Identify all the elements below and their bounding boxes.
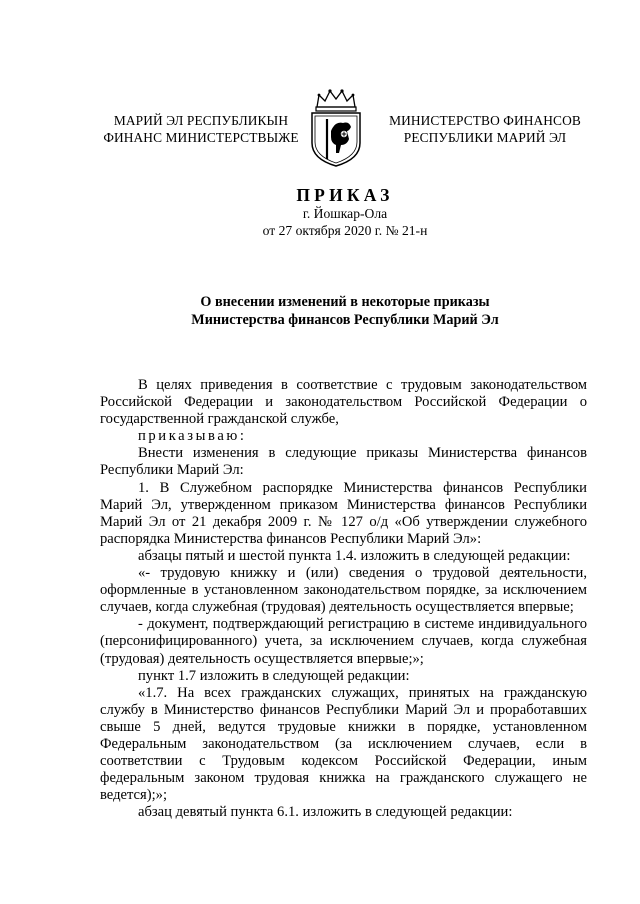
subject-line1: О внесении изменений в некоторые приказы <box>200 294 490 310</box>
paragraph: «- трудовую книжку и (или) сведения о трудовой деятельности, оформленные в установленном законодательством порядке, за исключением случаев, когда служебная (трудовая) деятельность осуществляется впервые; <box>100 565 587 616</box>
paragraph: Внести изменения в следующие приказы Министерства финансов Республики Марий Эл: <box>100 445 587 479</box>
paragraph: абзац девятый пункта 6.1. изложить в следующей редакции: <box>138 804 513 821</box>
header-left-block <box>96 112 306 146</box>
document-subject <box>0 293 640 329</box>
paragraph: В целях приведения в соответствие с трудовым законодательством Российской Федерации и законодательством Российской Федерации о государственной гражданской службе, <box>100 377 587 428</box>
document-title: ПРИКАЗ <box>296 185 394 205</box>
header-right-line2: РЕСПУБЛИКИ МАРИЙ ЭЛ <box>403 130 567 145</box>
paragraph: 1. В Служебном распорядке Министерства финансов Республики Марий Эл, утвержденном приказом Министерства финансов Республики Марий Эл от 21 декабря 2009 г. № 127 о/д «Об утверждении служебного распорядка Министерства финансов Республики Марий Эл»: <box>100 479 587 547</box>
header-right-block <box>380 112 590 146</box>
header-left-line2: ФИНАНС МИНИСТЕРСТВЫЖЕ <box>103 130 299 145</box>
paragraph-order-word: приказываю: <box>138 428 247 445</box>
paragraph: - документ, подтверждающий регистрацию в системе индивидуального (персонифицированного) учета, за исключением случаев, когда служебная (трудовая) деятельность осуществляется впервые;»; <box>100 616 587 667</box>
subject-line2: Министерства финансов Республики Марий Эл <box>191 312 499 328</box>
document-body <box>100 377 587 821</box>
paragraph: абзацы пятый и шестой пункта 1.4. изложить в следующей редакции: <box>138 547 571 564</box>
document-city: г. Йошкар-Ола <box>302 206 388 221</box>
paragraph: «1.7. На всех гражданских служащих, принятых на гражданскую службу в Министерство финансов Республики Марий Эл и проработавших свыше 5 дней, ведутся трудовые книжки в порядке, установленном Федеральным законодательством (за исключением случаев, если в соответствии с Трудовым кодексом Российской Федерации, иным федеральным законом трудовая книжка на гражданского служащего не ведется);»; <box>100 684 587 804</box>
paragraph: пункт 1.7 изложить в следующей редакции: <box>138 667 410 684</box>
header-left-line1: МАРИЙ ЭЛ РЕСПУБЛИКЫН <box>113 113 289 128</box>
header-right-line1: МИНИСТЕРСТВО ФИНАНСОВ <box>389 113 581 128</box>
coat-of-arms-icon <box>303 87 369 167</box>
document-date: от 27 октября 2020 г. № 21-н <box>262 223 428 238</box>
